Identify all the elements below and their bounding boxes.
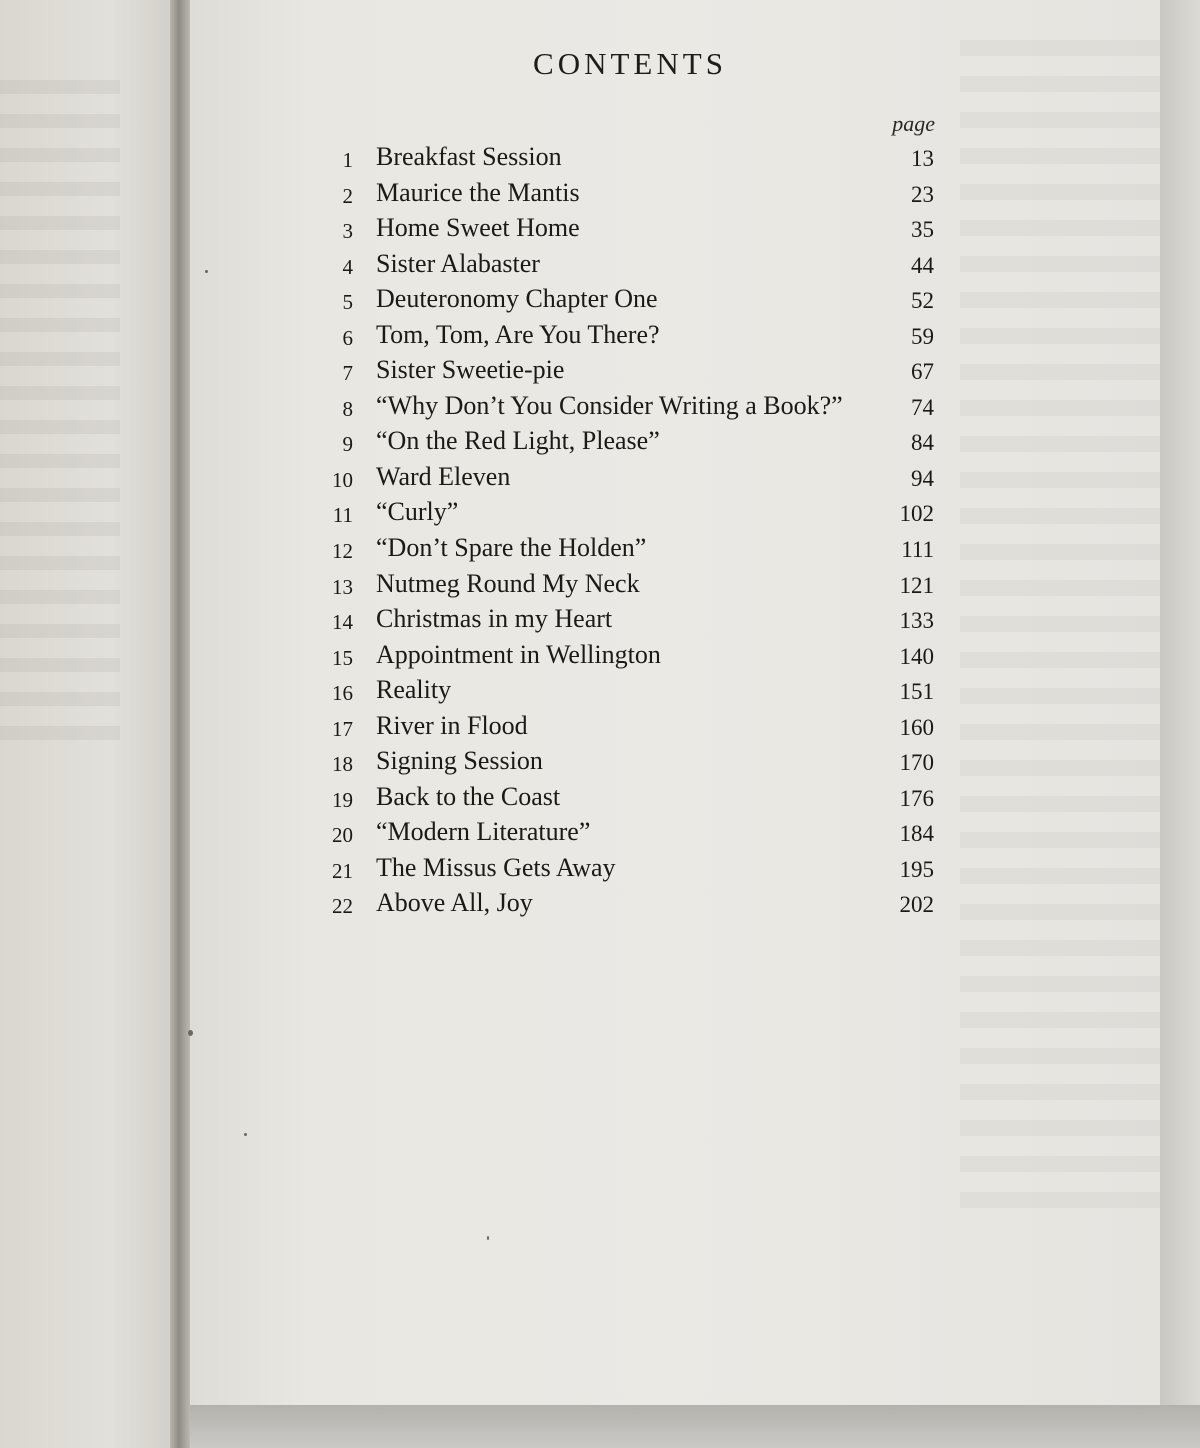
- toc-entry: [300, 709, 940, 745]
- toc-entry: [300, 780, 940, 816]
- chapter-title: Tom, Tom, Are You There?: [376, 319, 660, 349]
- toc-entry: [300, 567, 940, 603]
- chapter-page-number: 84: [911, 430, 934, 456]
- chapter-page-number: 74: [911, 394, 934, 420]
- chapter-number: 18: [332, 752, 353, 777]
- chapter-title: Appointment in Wellington: [376, 639, 661, 669]
- toc-entry: [300, 886, 940, 922]
- chapter-title: “Don’t Spare the Holden”: [376, 533, 647, 563]
- chapter-page-number: 35: [911, 217, 934, 243]
- page-edge-right: [1160, 0, 1200, 1448]
- chapter-number: 1: [342, 148, 353, 172]
- paper-speck: [205, 270, 208, 273]
- show-through-text-right: [960, 40, 1190, 1220]
- facing-page-left: [0, 0, 186, 1448]
- chapter-page-number: 140: [899, 643, 934, 669]
- toc-entry: [300, 851, 940, 887]
- toc-entry: [300, 176, 940, 212]
- chapter-page-number: 184: [899, 821, 934, 847]
- chapter-number: 21: [332, 858, 353, 883]
- toc-entry: [300, 389, 940, 425]
- toc-entry: [300, 673, 940, 709]
- paper-speck: [244, 1133, 247, 1136]
- toc-entry: [300, 282, 940, 318]
- toc-entry: [300, 495, 940, 531]
- chapter-title: Reality: [376, 675, 452, 705]
- chapter-number: 8: [342, 396, 353, 421]
- page-title: CONTENTS: [533, 46, 727, 81]
- toc-entry: [300, 815, 940, 851]
- chapter-page-number: 59: [911, 323, 934, 349]
- chapter-number: 16: [332, 681, 353, 706]
- chapter-number: 4: [342, 254, 353, 279]
- chapter-title: “Curly”: [376, 497, 459, 527]
- chapter-page-number: 195: [899, 856, 934, 882]
- chapter-title: River in Flood: [376, 710, 528, 740]
- chapter-number: 5: [342, 290, 353, 315]
- chapter-page-number: 52: [911, 288, 934, 314]
- chapter-number: 7: [342, 361, 353, 386]
- chapter-page-number: 151: [899, 679, 934, 705]
- chapter-title: Sister Sweetie-pie: [376, 355, 565, 385]
- chapter-title: Nutmeg Round My Neck: [376, 568, 640, 598]
- toc-entry: [300, 140, 940, 176]
- chapter-page-number: 94: [911, 465, 934, 491]
- chapter-page-number: 102: [899, 501, 934, 527]
- toc-entry: [300, 460, 940, 496]
- chapter-number: 20: [332, 823, 353, 848]
- table-of-contents: [300, 140, 940, 922]
- chapter-number: 22: [332, 894, 353, 919]
- chapter-title: Back to the Coast: [376, 781, 561, 811]
- chapter-page-number: 170: [899, 750, 934, 776]
- toc-entry: [300, 353, 940, 389]
- chapter-page-number: 67: [911, 359, 934, 385]
- chapter-number: 10: [332, 467, 353, 492]
- chapter-title: “On the Red Light, Please”: [376, 426, 660, 456]
- paper-speck: [487, 1236, 489, 1240]
- chapter-page-number: 121: [899, 572, 934, 598]
- chapter-number: 11: [332, 503, 353, 528]
- chapter-title: Signing Session: [376, 746, 543, 776]
- chapter-page-number: 111: [901, 537, 934, 563]
- paper-speck: [188, 1030, 193, 1036]
- chapter-page-number: 23: [911, 181, 934, 207]
- chapter-number: 19: [332, 787, 353, 812]
- toc-entry: [300, 531, 940, 567]
- chapter-page-number: 160: [899, 714, 934, 740]
- chapter-title: “Modern Literature”: [376, 817, 591, 847]
- chapter-title: The Missus Gets Away: [376, 852, 616, 882]
- chapter-number: 17: [332, 716, 353, 741]
- chapter-number: 13: [332, 574, 353, 599]
- toc-entry: [300, 318, 940, 354]
- toc-entry: [300, 211, 940, 247]
- chapter-page-number: 44: [911, 252, 934, 278]
- chapter-title: Maurice the Mantis: [376, 177, 580, 207]
- chapter-number: 2: [342, 183, 353, 208]
- chapter-title: Deuteronomy Chapter One: [376, 284, 658, 314]
- chapter-title: Above All, Joy: [376, 888, 533, 918]
- toc-entry: [300, 424, 940, 460]
- toc-entry: [300, 744, 940, 780]
- toc-entry: [300, 602, 940, 638]
- chapter-title: Sister Alabaster: [376, 248, 540, 278]
- chapter-number: 3: [342, 219, 353, 244]
- chapter-number: 9: [342, 432, 353, 457]
- chapter-number: 6: [342, 325, 353, 350]
- page-edge-bottom: [190, 1405, 1200, 1448]
- book-gutter: [170, 0, 192, 1448]
- chapter-page-number: 176: [899, 785, 934, 811]
- chapter-page-number: 133: [899, 608, 934, 634]
- chapter-title: Ward Eleven: [376, 461, 511, 491]
- chapter-title: Breakfast Session: [376, 142, 562, 171]
- chapter-title: “Why Don’t You Consider Writing a Book?”: [376, 390, 843, 420]
- chapter-page-number: 13: [911, 146, 934, 171]
- chapter-page-number: 202: [899, 892, 934, 918]
- toc-entry: [300, 247, 940, 283]
- show-through-text-left: [0, 80, 120, 760]
- chapter-title: Christmas in my Heart: [376, 604, 613, 634]
- chapter-title: Home Sweet Home: [376, 213, 580, 243]
- chapter-number: 12: [332, 539, 353, 564]
- page-column-label: page: [892, 111, 935, 136]
- toc-entry: [300, 638, 940, 674]
- chapter-number: 14: [332, 610, 353, 635]
- chapter-number: 15: [332, 645, 353, 670]
